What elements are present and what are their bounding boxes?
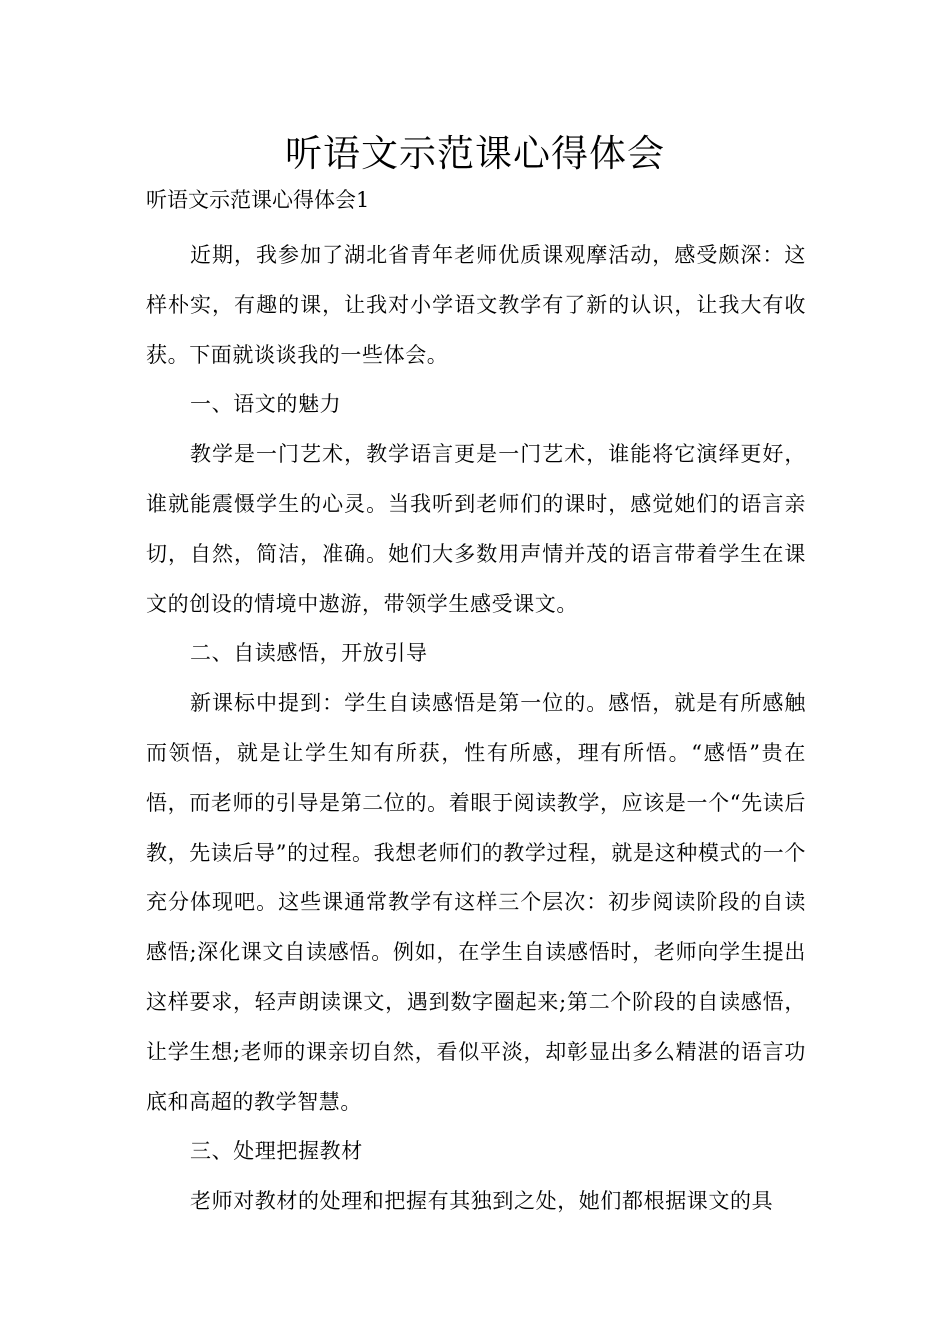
paragraph: 教学是一门艺术，教学语言更是一门艺术，谁能将它演绎更好，谁就能震慑学生的心灵。当我听到老师们的课时，感觉她们的语言亲切，自然，简洁，准确。她们大多数用声情并茂的语言带着学生在课文的创设的情境中遨游，带领学生感受课文。 (146, 442, 806, 616)
document-body (146, 231, 806, 1227)
paragraph: 新课标中提到：学生自读感悟是第一位的。感悟，就是有所感触而领悟，就是让学生知有所获，性有所感，理有所悟。“感悟”贵在悟，而老师的引导是第二位的。着眼于阅读教学，应该是一个“先读后教，先读后导”的过程。我想老师们的教学过程，就是这种模式的一个充分体现吧。这些课通常教学有这样三个层次：初步阅读阶段的自读感悟;深化课文自读感悟。例如，在学生自读感悟时，老师向学生提出这样要求，轻声朗读课文，遇到数字圈起来;第二个阶段的自读感悟，让学生想;老师的课亲切自然，看似平淡，却彰显出多么精湛的语言功底和高超的教学智慧。 (146, 691, 806, 1114)
paragraph: 老师对教材的处理和把握有其独到之处，她们都根据课文的具 (190, 1189, 774, 1214)
document-title: 听语文示范课心得体会 (285, 132, 665, 175)
section-heading: 三、处理把握教材 (190, 1139, 363, 1164)
document-subtitle: 听语文示范课心得体会1 (146, 188, 370, 212)
section-heading: 二、自读感悟，开放引导 (190, 641, 428, 666)
paragraph: 近期，我参加了湖北省青年老师优质课观摩活动，感受颇深：这样朴实，有趣的课，让我对小学语文教学有了新的认识，让我大有收获。下面就谈谈我的一些体会。 (146, 243, 806, 367)
section-heading: 一、语文的魅力 (190, 392, 342, 417)
